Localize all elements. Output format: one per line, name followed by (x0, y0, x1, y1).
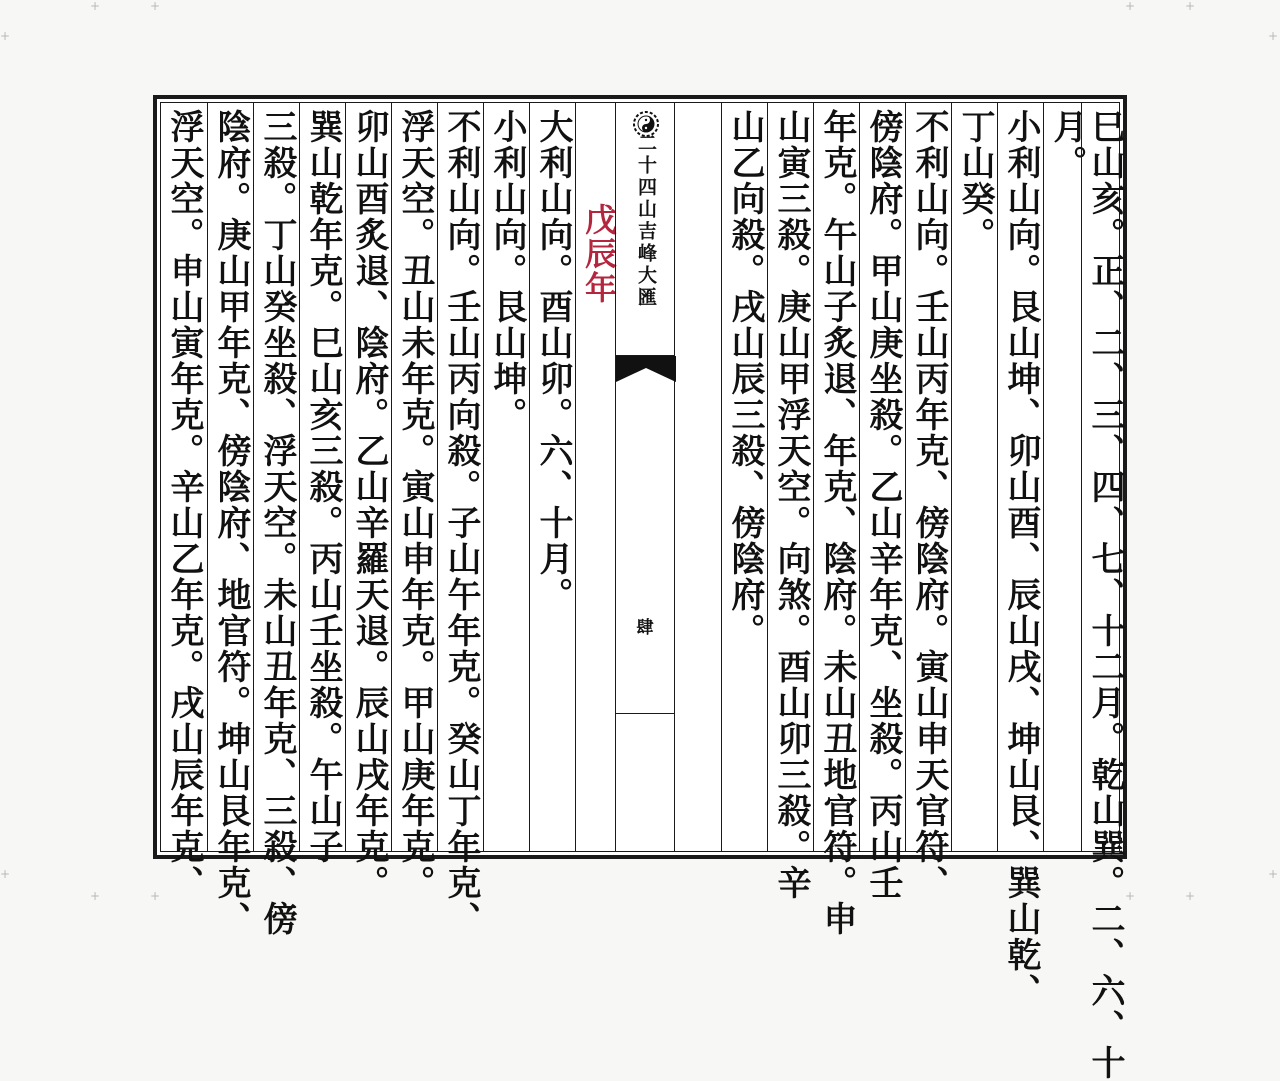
column-text: 巽山乾年克。巳山亥三殺。丙山壬坐殺。午山子 (303, 109, 343, 865)
divider (616, 713, 674, 714)
left-page-column (345, 103, 391, 901)
right-page-column (767, 103, 813, 901)
left-page-column (161, 103, 207, 901)
crop-mark: + (150, 889, 161, 903)
left-page-column (483, 103, 529, 851)
book-spine (615, 103, 675, 851)
crop-mark: + (1185, 889, 1196, 903)
right-page-column (997, 103, 1043, 1009)
left-page-column (391, 103, 437, 901)
left-page-column (575, 103, 618, 851)
crop-mark: + (1125, 889, 1136, 903)
column-text: 三殺。丁山癸坐殺、浮天空。未山丑年克、三殺、傍 (257, 109, 297, 937)
right-page-column (859, 103, 905, 901)
column-text: 陰府。庚山甲年克、傍陰府、地官符。坤山艮年克、 (211, 109, 251, 937)
column-text: 浮天空。申山寅年克。辛山乙年克。戌山辰年克、 (164, 109, 204, 901)
year-heading: 戊辰年 (580, 203, 618, 305)
right-page-column (675, 103, 721, 851)
column-text: 浮天空。丑山未年克。寅山申年克。甲山庚年克。 (395, 109, 435, 901)
right-page-column (721, 103, 767, 851)
crop-mark: + (1185, 0, 1196, 13)
left-page-column (529, 103, 575, 851)
left-page-column (299, 103, 345, 865)
crop-mark: + (150, 0, 161, 13)
book-page-spread (153, 95, 1127, 1081)
folio-number: 肆 (636, 618, 654, 638)
crop-mark: + (1268, 29, 1279, 43)
column-text: 年克。午山子炙退、年克、陰府。未山丑地官符。申 (817, 109, 857, 937)
right-page-column (951, 103, 997, 851)
page-frame (160, 102, 1125, 1081)
crop-mark: + (90, 0, 101, 13)
column-text: 小利山向。艮山坤、卯山酉、辰山戌、坤山艮、巽山乾、 (1001, 109, 1041, 1009)
column-text: 不利山向。壬山丙年克、傍陰府。寅山申天官符、 (909, 109, 949, 901)
column-text: 大利山向。酉山卯。六、十月。 (533, 109, 573, 613)
fishtail-mark-icon (616, 356, 676, 382)
column-text: 山乙向殺。戌山辰三殺、傍陰府。 (725, 109, 765, 649)
crop-mark: + (90, 889, 101, 903)
left-page-column (207, 103, 253, 937)
column-text: 傍陰府。甲山庚坐殺。乙山辛年克、坐殺。丙山壬 (863, 109, 903, 901)
column-text: 巳山亥。正、二、三、四、七、十二月。乾山巽。二、六、十 (1085, 109, 1125, 1081)
column-text: 月。 (1047, 109, 1087, 181)
crop-mark: + (1268, 867, 1279, 881)
right-page-column (905, 103, 951, 901)
column-text: 小利山向。艮山坤。 (487, 109, 527, 433)
right-page-column (813, 103, 859, 937)
left-page-column (253, 103, 299, 937)
book-title: 二十四山吉峰大匯 (635, 133, 657, 309)
right-page-column (1081, 103, 1125, 1081)
crop-mark: + (1125, 0, 1136, 13)
column-text: 山寅三殺。庚山甲浮天空。向煞。酉山卯三殺。辛 (771, 109, 811, 901)
column-text: 不利山向。壬山丙向殺。子山午年克。癸山丁年克、 (441, 109, 481, 937)
left-page-column (437, 103, 483, 937)
column-text: 丁山癸。 (955, 109, 995, 253)
crop-mark: + (0, 29, 11, 43)
column-text: 卯山酉炙退、陰府。乙山辛羅天退。辰山戌年克。 (349, 109, 389, 901)
crop-mark: + (0, 867, 11, 881)
